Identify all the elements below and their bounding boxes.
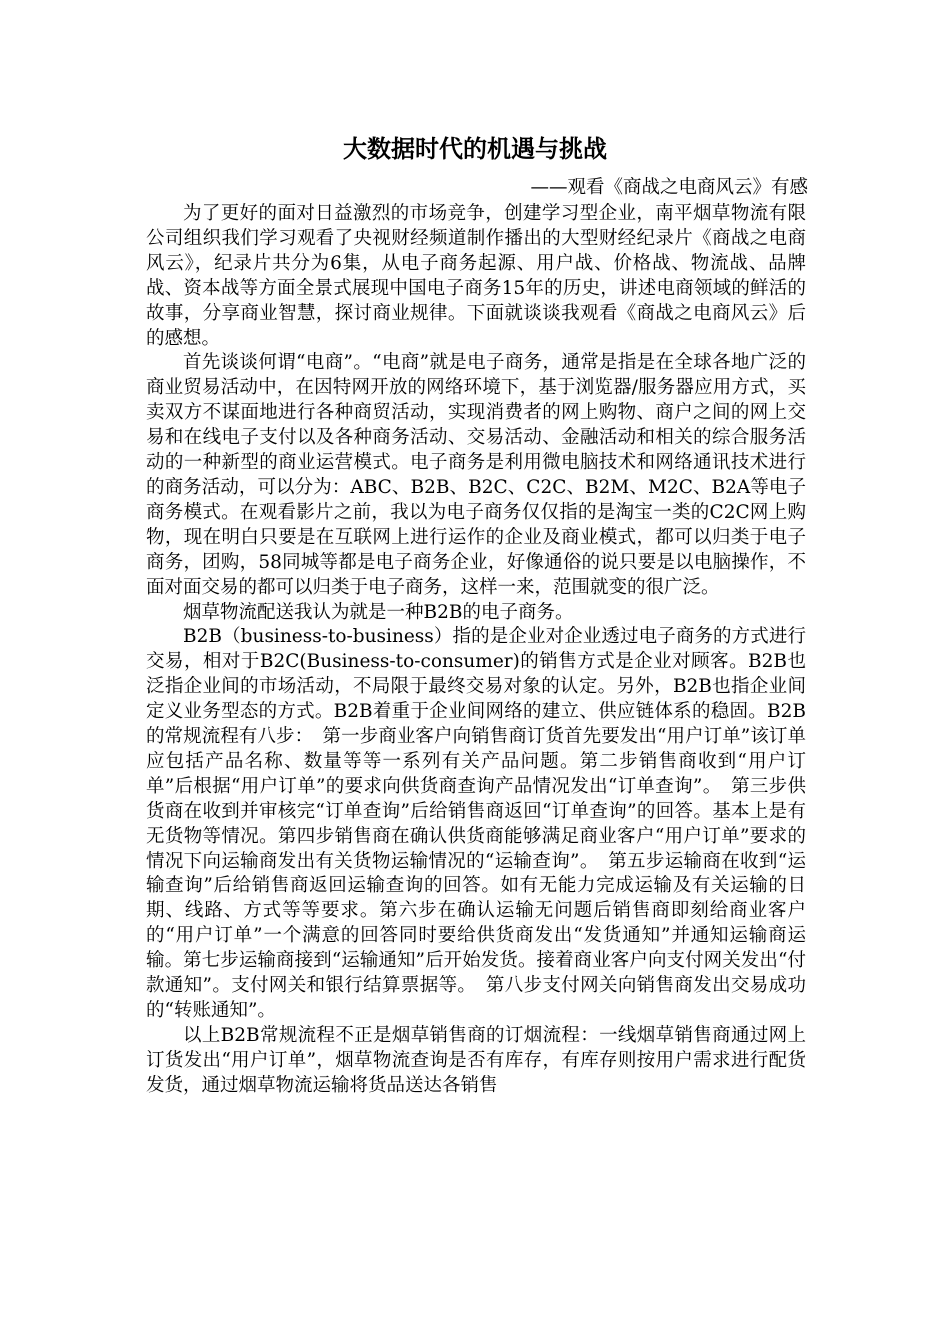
paragraph-ecommerce-definition: 首先谈谈何谓“电商”。“电商”就是电子商务，通常是指是在全球各地广泛的商业贸易活动中，在因特网开放的网络环境下，基于浏览器/服务器应用方式，买卖双方不谋面地进行各种商贸活动，实现消费者的网上购物、商户之间的网上交易和在线电子支付以及各种商务活动、交易活动、金融活动和相关的综合服务活动的一种新型的商业运营模式。电子商务是利用微电脑技术和网络通讯技术进行的商务活动，可以分为：ABC、B2B、B2C、C2C、B2M、M2C、B2A等电子商务模式。在观看影片之前，我以为电子商务仅仅指的是淘宝一类的C2C网上购物，现在明白只要是在互联网上进行运作的企业及商业模式，都可以归类于电子商务，团购，58同城等都是电子商务企业，好像通俗的说只要是以电脑操作，不面对面交易的都可以归类于电子商务，这样一来，范围就变的很广泛。 (146, 352, 806, 598)
paragraph-tobacco-b2b: 烟草物流配送我认为就是一种B2B的电子商务。 (183, 601, 574, 623)
paragraph-b2b-process: B2B（business-to-business）指的是企业对企业透过电子商务的方式进行交易，相对于B2C(Business-to-consumer)的销售方式是企业对顾客。B2B也泛指企业间的市场活动，不局限于最终交易对象的认定。另外，B2B也指企业间定义业务型态的方式。B2B着重于企业间网络的建立、供应链体系的稳固。B2B的常规流程有八步： 第一步商业客户向销售商订货首先要发出“用户订单”该订单应包括产品名称、数量等等一系列有关产品问题。第二步销售商收到“用户订单”后根据“用户订单”的要求向供货商查询产品情况发出“订单查询”。 第三步供货商在收到并审核完“订单查询”后给销售商返回“订单查询”的回答。基本上是有无货物等情况。第四步销售商在确认供货商能够满足商业客户“用户订单”要求的情况下向运输商发出有关货物运输情况的“运输查询”。 第五步运输商在收到“运输查询”后给销售商返回运输查询的回答。如有无能力完成运输及有关运输的日期、线路、方式等等要求。第六步在确认运输无问题后销售商即刻给商业客户的“用户订单”一个满意的回答同时要给供货商发出“发货通知”并通知运输商运输。第七步运输商接到“运输通知”后开始发货。接着商业客户向支付网关发出“付款通知”。支付网关和银行结算票据等。 第八步支付网关向销售商发出交易成功的“转账通知”。 (146, 626, 806, 1021)
paragraph-intro: 为了更好的面对日益激烈的市场竞争，创建学习型企业，南平烟草物流有限公司组织我们学习观看了央视财经频道制作播出的大型财经纪录片《商战之电商风云》，纪录片共分为6集，从电子商务起源、用户战、价格战、物流战、品牌战、资本战等方面全景式展现中国电子商务15年的历史，讲述电商领域的鲜活的故事，分享商业智慧，探讨商业规律。下面就谈谈我观看《商战之电商风云》后的感想。 (146, 203, 806, 349)
document-subtitle: ——观看《商战之电商风云》有感 (530, 177, 808, 198)
paragraph-tobacco-ordering: 以上B2B常规流程不正是烟草销售商的订烟流程：一线烟草销售商通过网上订货发出“用户订单”，烟草物流查询是否有库存，有库存则按用户需求进行配货发货，通过烟草物流运输将货品送达各销售 (146, 1024, 806, 1096)
document-body (146, 202, 806, 1099)
document-title: 大数据时代的机遇与挑战 (343, 135, 607, 163)
